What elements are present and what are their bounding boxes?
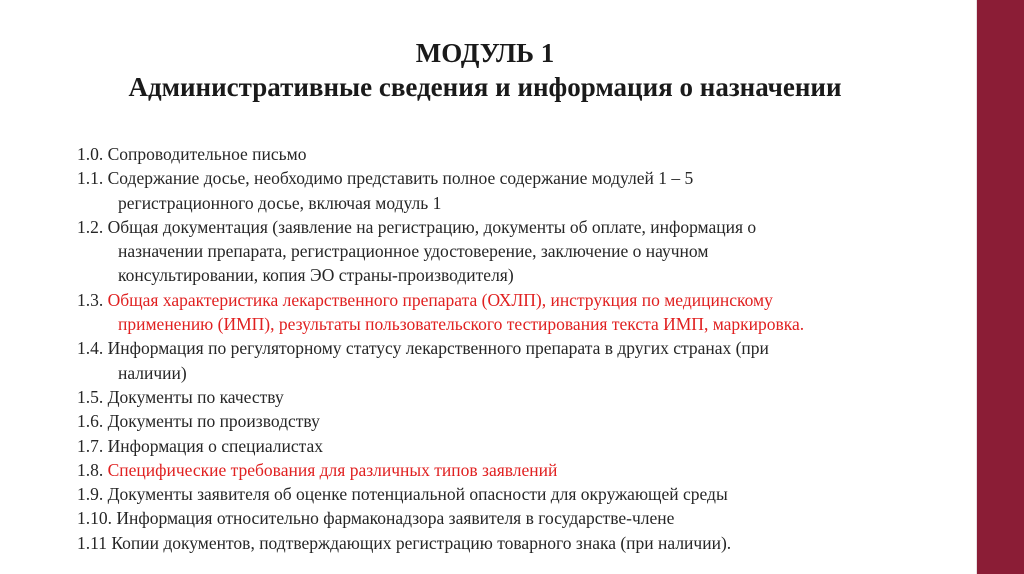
- item-text: Информация относительно фармаконадзора заявителя в государстве-члене: [116, 508, 675, 529]
- item-text-continuation: назначении препарата, регистрационное удостоверение, заключение о научном: [118, 241, 709, 262]
- item-text-continuation: наличии): [118, 362, 187, 383]
- title-subtitle: Административные сведения и информация о назначении: [128, 72, 842, 102]
- item-text: Информация о специалистах: [107, 435, 323, 456]
- list-item-1-6: [77, 409, 937, 433]
- list-item-1-2: [77, 215, 937, 288]
- item-text: Общая документация (заявление на регистрацию, документы об оплате, информация о: [107, 216, 757, 237]
- item-text: Документы по производству: [107, 411, 320, 432]
- list-item-1-3: [77, 288, 937, 337]
- list-item-1-1: [77, 166, 937, 215]
- item-text-highlighted: Общая характеристика лекарственного препарата (ОХЛП), инструкция по медицинскому: [107, 289, 773, 310]
- slide-title: [20, 36, 950, 104]
- item-number: 1.7.: [77, 435, 104, 456]
- list-item-1-9: [77, 482, 937, 506]
- list-item-1-11: [77, 531, 937, 555]
- title-module: МОДУЛЬ 1: [415, 38, 555, 68]
- item-text: Документы по качеству: [107, 386, 284, 407]
- item-number: 1.2.: [77, 216, 104, 237]
- list-item-1-0: [77, 142, 937, 166]
- list-item-1-7: [77, 434, 937, 458]
- item-number: 1.3.: [77, 289, 104, 310]
- item-text: Копии документов, подтверждающих регистрацию товарного знака (при наличии).: [111, 532, 732, 553]
- item-number: 1.8.: [77, 459, 104, 480]
- item-text: Сопроводительное письмо: [107, 144, 307, 164]
- item-number: 1.10.: [77, 508, 112, 529]
- module-items-list: [77, 142, 937, 555]
- item-number: 1.5.: [77, 386, 104, 407]
- item-number: 1.6.: [77, 411, 104, 432]
- item-number: 1.9.: [77, 484, 104, 505]
- accent-bar: [977, 0, 1024, 574]
- item-number: 1.11: [77, 532, 107, 553]
- list-item-1-8: [77, 458, 937, 482]
- item-text-continuation-highlighted: применению (ИМП), результаты пользовательского тестирования текста ИМП, маркировка.: [118, 314, 805, 335]
- item-text: Документы заявителя об оценке потенциальной опасности для окружающей среды: [107, 484, 728, 505]
- item-text: Информация по регуляторному статусу лекарственного препарата в других странах (при: [107, 338, 769, 359]
- list-item-1-5: [77, 385, 937, 409]
- item-text-highlighted: Специфические требования для различных типов заявлений: [107, 459, 558, 480]
- list-item-1-4: [77, 336, 937, 385]
- item-number: 1.4.: [77, 338, 104, 359]
- item-text-continuation: регистрационного досье, включая модуль 1: [118, 192, 442, 213]
- item-text-continuation-2: консультировании, копия ЭО страны-производителя): [118, 265, 514, 286]
- item-number: 1.1.: [77, 168, 104, 189]
- list-item-1-10: [77, 506, 937, 530]
- item-number: 1.0.: [77, 144, 104, 164]
- item-text: Содержание досье, необходимо представить полное содержание модулей 1 – 5: [107, 168, 694, 189]
